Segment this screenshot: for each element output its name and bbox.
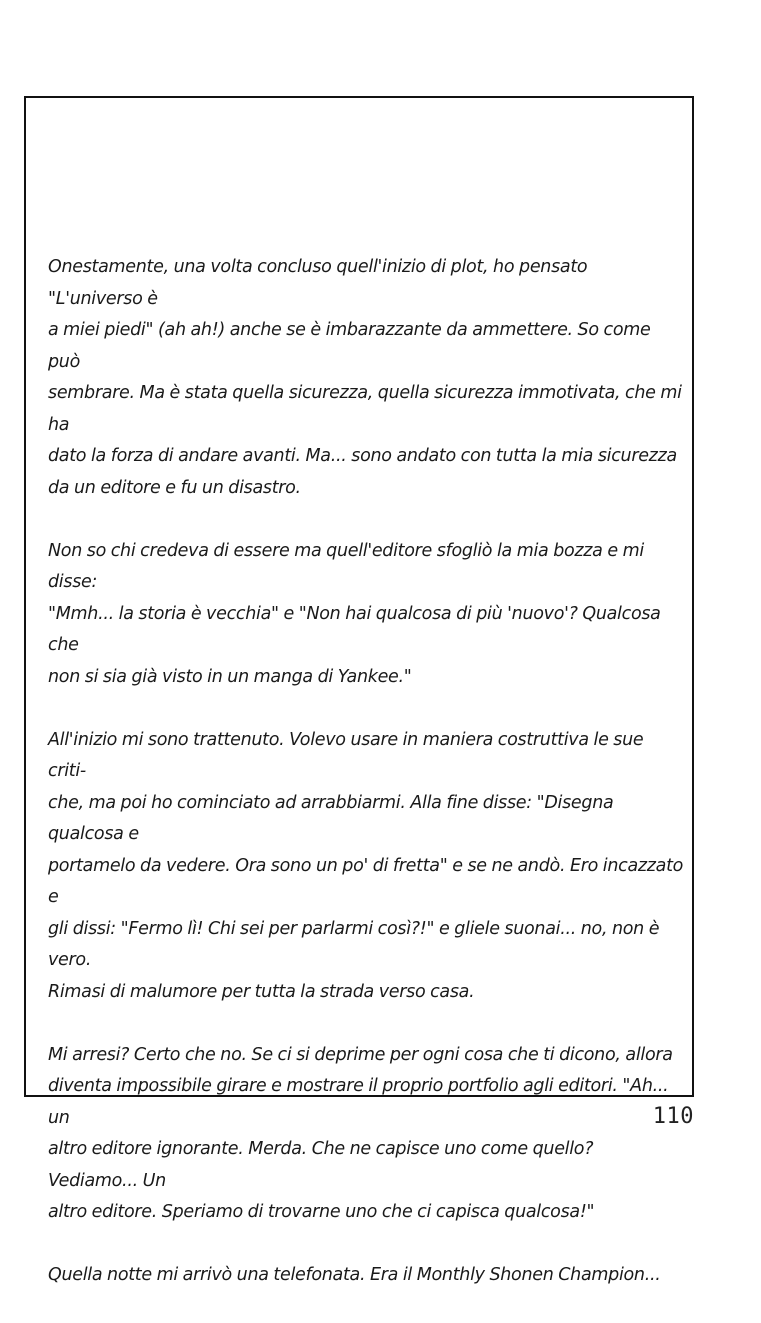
paragraph-3: All'inizio mi sono trattenuto. Volevo usare in maniera costruttiva le sue criti- che, ma poi ho cominciato ad arrabbiarmi. Alla fine disse: "Disegna qualcosa e portamelo da vedere. Ora sono un po' di fretta" e se ne andò. Ero incazzato e gli dissi: "Fermo lì! Chi sei per parlarmi così?!" e gliele suonai... no, non è vero. Rimasi di malumore per tutta la strada verso casa.: [48, 729, 684, 1002]
afterword-text: [48, 252, 684, 1323]
paragraph-5: Quella notte mi arrivò una telefonata. Era il Monthly Shonen Champion...: [48, 1265, 661, 1285]
page-number: 110: [652, 1104, 694, 1129]
paragraph-1: Onestamente, una volta concluso quell'inizio di plot, ho pensato "L'universo è a miei piedi" (ah ah!) anche se è imbarazzante da ammettere. So come può sembrare. Ma è stata quella sicurezza, quella sicurezza immotivata, che mi ha dato la forza di andare avanti. Ma... sono andato con tutta la mia sicurezza da un editore e fu un disastro.: [48, 257, 682, 498]
paragraph-4: Mi arresi? Certo che no. Se ci si deprime per ogni cosa che ti dicono, allora diventa impossibile girare e mostrare il proprio portfolio agli editori. "Ah... un altro editore ignorante. Merda. Che ne capisce uno come quello? Vediamo... Un altro editore. Speriamo di trovarne uno che ci capisca qualcosa!": [48, 1044, 673, 1222]
paragraph-2: Non so chi credeva di essere ma quell'editore sfogliò la mia bozza e mi disse: "Mmh... la storia è vecchia" e "Non hai qualcosa di più 'nuovo'? Qualcosa che non si sia già visto in un manga di Yankee.": [48, 540, 661, 687]
